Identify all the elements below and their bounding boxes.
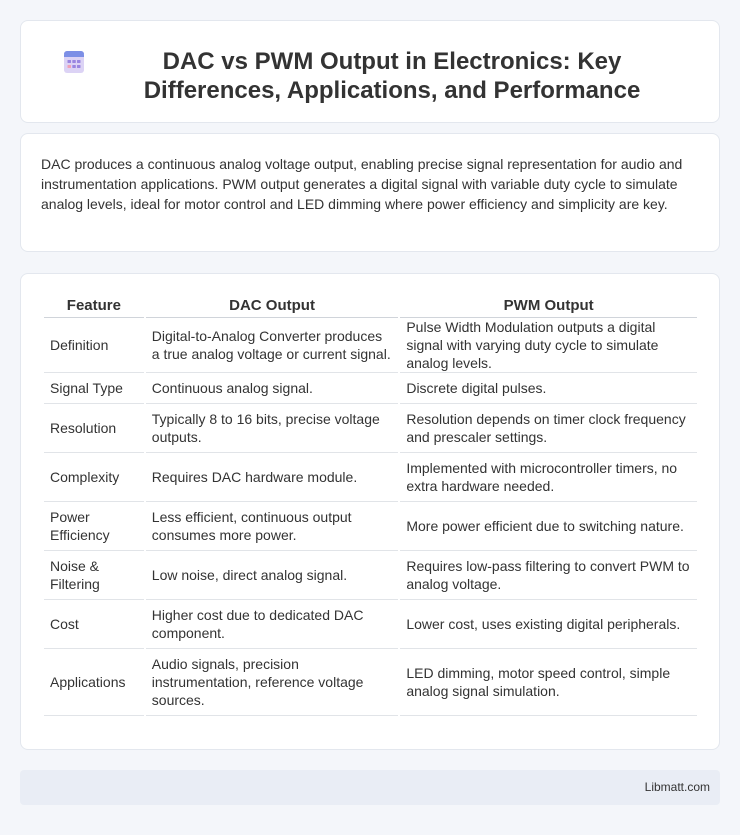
dac-cell: Higher cost due to dedicated DAC component. (146, 600, 399, 649)
feature-cell: Signal Type (44, 373, 144, 404)
table-row (44, 318, 697, 373)
pwm-cell: LED dimming, motor speed control, simple analog signal simulation. (400, 649, 697, 716)
table-row (44, 551, 697, 600)
dac-cell: Digital-to-Analog Converter produces a true analog voltage or current signal. (146, 318, 399, 373)
pwm-cell: Requires low-pass filtering to convert PWM to analog voltage. (400, 551, 697, 600)
dac-cell: Audio signals, precision instrumentation, reference voltage sources. (146, 649, 399, 716)
dac-cell: Typically 8 to 16 bits, precise voltage outputs. (146, 404, 399, 453)
dac-cell: Low noise, direct analog signal. (146, 551, 399, 600)
comparison-table (42, 296, 699, 716)
table-row (44, 453, 697, 502)
pwm-cell: Discrete digital pulses. (400, 373, 697, 404)
intro-paragraph: DAC produces a continuous analog voltage output, enabling precise signal representation for audio and instrumentation applications. PWM output generates a digital signal with variable duty cycle to simulate analog levels, ideal for motor control and LED dimming where power efficiency and simplicity are key. (41, 156, 683, 212)
pwm-cell: Implemented with microcontroller timers, no extra hardware needed. (400, 453, 697, 502)
pwm-cell: Resolution depends on timer clock frequency and prescaler settings. (400, 404, 697, 453)
dac-cell: Continuous analog signal. (146, 373, 399, 404)
title-row (21, 21, 719, 105)
feature-cell: Complexity (44, 453, 144, 502)
pwm-cell: Lower cost, uses existing digital peripherals. (400, 600, 697, 649)
pwm-cell: More power efficient due to switching nature. (400, 502, 697, 551)
feature-cell: Power Efficiency (44, 502, 144, 551)
column-header-pwm: PWM Output (400, 296, 697, 318)
column-header-dac: DAC Output (146, 296, 399, 318)
column-header-feature: Feature (44, 296, 144, 318)
table-row (44, 502, 697, 551)
title-card (20, 20, 720, 123)
table-row (44, 404, 697, 453)
feature-cell: Definition (44, 318, 144, 373)
footer (20, 770, 720, 805)
dac-cell: Requires DAC hardware module. (146, 453, 399, 502)
table-row (44, 600, 697, 649)
page-title: DAC vs PWM Output in Electronics: Key Differences, Applications, and Performance (143, 48, 641, 104)
intro-card (20, 133, 720, 252)
dac-cell: Less efficient, continuous output consumes more power. (146, 502, 399, 551)
table-row (44, 373, 697, 404)
pwm-cell: Pulse Width Modulation outputs a digital signal with varying duty cycle to simulate analog levels. (400, 318, 697, 373)
footer-site-link[interactable]: Libmatt.com (644, 780, 710, 794)
feature-cell: Cost (44, 600, 144, 649)
feature-cell: Noise & Filtering (44, 551, 144, 600)
feature-cell: Applications (44, 649, 144, 716)
spreadsheet-icon (61, 49, 87, 75)
table-header-row (44, 296, 697, 318)
comparison-table-card (20, 273, 720, 750)
table-row (44, 649, 697, 716)
feature-cell: Resolution (44, 404, 144, 453)
